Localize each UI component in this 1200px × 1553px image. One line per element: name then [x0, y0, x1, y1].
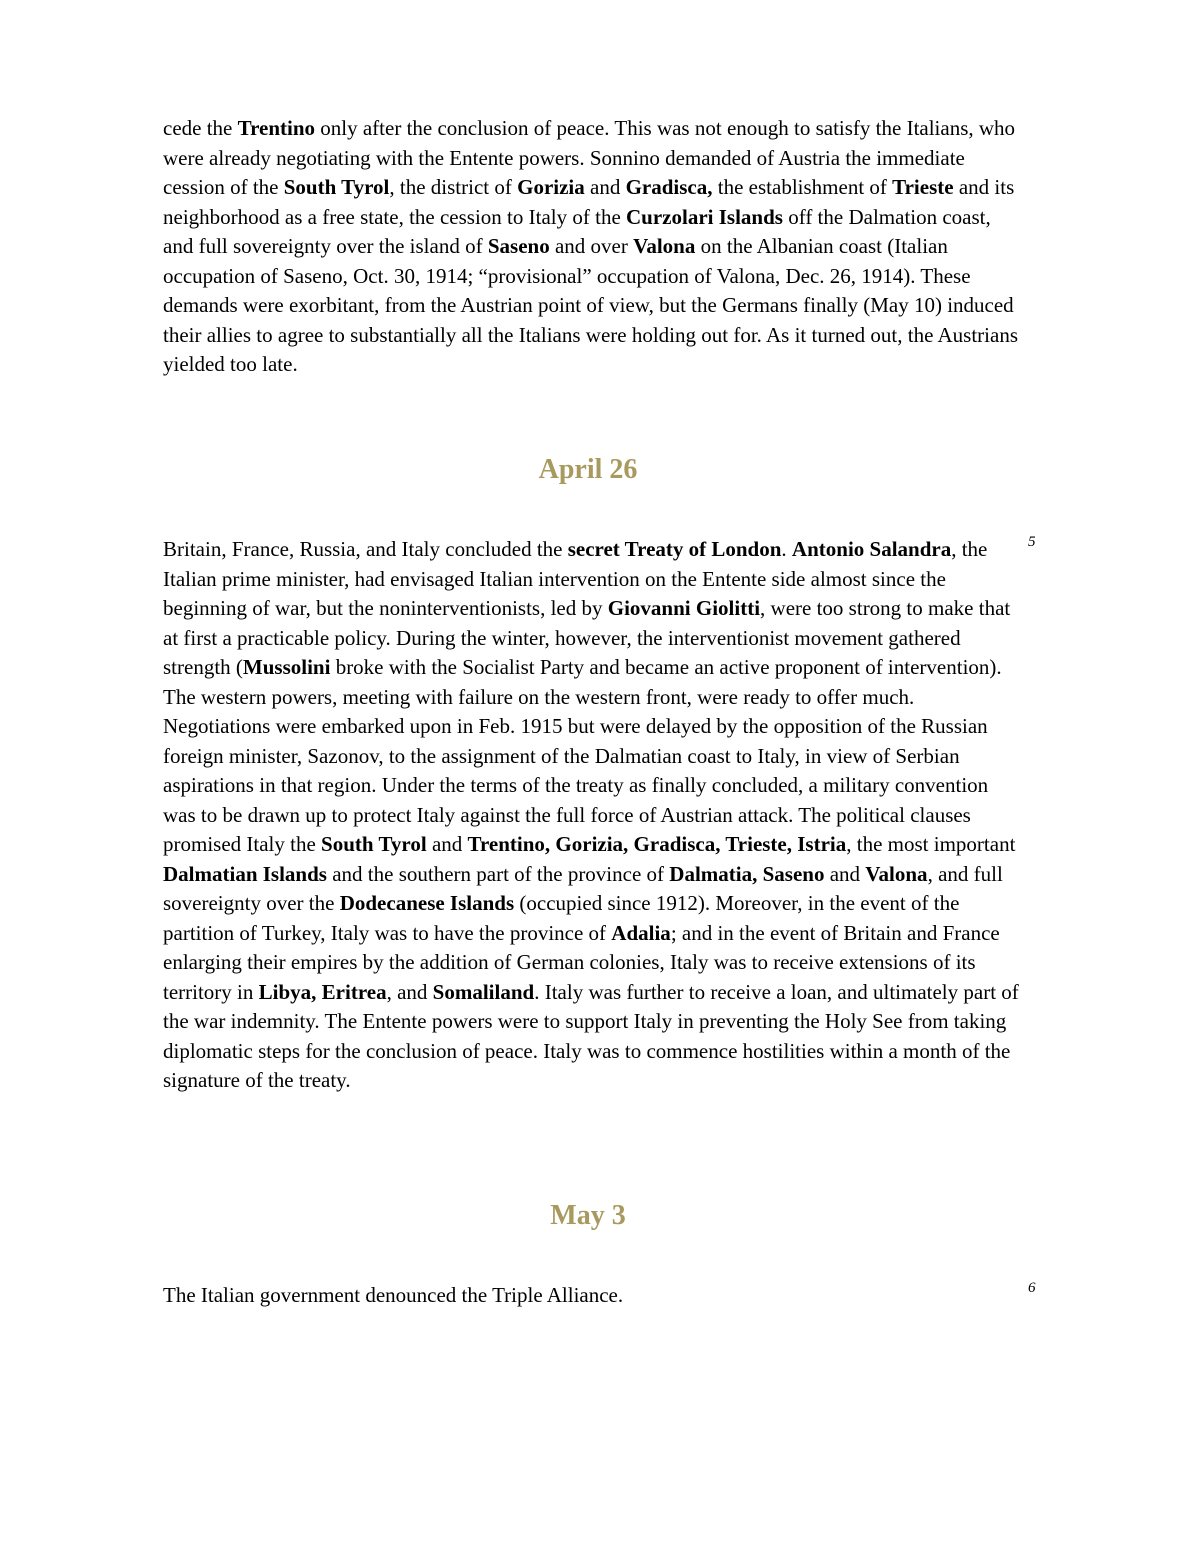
text-run: off the Dalmation coast, and full sovereignty over the island of	[163, 204, 991, 258]
bold-term: secret Treaty of London	[567, 537, 782, 561]
text-run: and	[426, 832, 468, 856]
text-run: The Italian government denounced the Triple Alliance.	[163, 1283, 624, 1307]
bold-term: Dalmatia, Saseno	[669, 861, 825, 886]
text-run: , were too strong to make that at first a practicable policy. During the winter, however, the interventionist movement gathered strength (	[163, 596, 1011, 679]
text-run: and over	[549, 234, 634, 258]
bold-term: Adalia	[611, 920, 671, 945]
bold-term: Giovanni Giolitti	[607, 596, 761, 620]
text-run: , the Italian prime minister, had envisaged Italian intervention on the Entente side almost since the beginning of war, but the noninterventionists, led by	[163, 537, 988, 620]
paragraph-intro	[163, 114, 1023, 380]
entry-number-april-26: 5	[1028, 534, 1036, 550]
bold-term: Gorizia	[517, 175, 585, 199]
text-run: and	[824, 861, 866, 886]
text-run: ; and in the event of Britain and France enlarging their empires by the addition of German colonies, Italy was to receive extensions of its territory in	[163, 920, 1000, 1004]
text-run: and	[584, 175, 626, 199]
text-run: (occupied since 1912). Moreover, in the event of the partition of Turkey, Italy was to have the province of	[163, 891, 960, 945]
bold-term: South Tyrol	[321, 832, 427, 856]
bold-term: Trentino	[237, 116, 316, 140]
bold-term: Valona	[633, 234, 696, 258]
text-run: .	[781, 537, 792, 561]
bold-term: South Tyrol	[283, 175, 390, 199]
bold-term: Trentino, Gorizia, Gradisca, Trieste, Istria	[467, 832, 847, 856]
entry-number-may-3: 6	[1028, 1280, 1036, 1296]
text-run: on the Albanian coast (Italian occupation of Saseno, Oct. 30, 1914; “provisional” occupation of Valona, Dec. 26, 1914). These demands were exorbitant, from the Austrian point of view, but the Germans finally (May 10) induced their allies to agree to substantially all the Italians were holding out for. As it turned out, the Austrians yielded too late.	[163, 234, 1018, 376]
text-run: cede the	[163, 116, 238, 140]
bold-term: Saseno	[487, 234, 550, 258]
paragraph-april-26	[163, 535, 1023, 1096]
text-run: , and full sovereignty over the	[163, 861, 1003, 915]
text-run: . Italy was further to receive a loan, and ultimately part of the war indemnity. The Entente powers were to support Italy in preventing the Holy See from taking diplomatic steps for the conclusion of peace. Italy was to commence hostilities within a month of the signature of the treaty.	[163, 979, 1019, 1092]
text-run: , the most important	[846, 832, 1016, 856]
bold-term: Libya, Eritrea	[258, 979, 387, 1004]
paragraph-may-3	[163, 1281, 1023, 1311]
bold-term: Gradisca,	[625, 175, 713, 199]
bold-term: Mussolini	[242, 655, 331, 679]
bold-term: Trieste	[892, 175, 954, 199]
bold-term: Dodecanese Islands	[339, 891, 515, 915]
text-run: and the southern part of the province of	[326, 861, 670, 886]
text-run: Britain, France, Russia, and Italy concluded the	[163, 537, 568, 561]
bold-term: Valona	[865, 861, 928, 886]
text-run: , the district of	[389, 175, 518, 199]
heading-april-26: April 26	[538, 454, 638, 485]
text-run: broke with the Socialist Party and became an active proponent of intervention). The western powers, meeting with failure on the western front, were ready to offer much. Negotiations were embarked upon in Feb. 1915 but were delayed by the opposition of the Russian foreign minister, Sazonov, to the assignment of the Dalmatian coast to Italy, in view of Serbian aspirations in that region. Under the terms of the treaty as finally concluded, a military convention was to be drawn up to protect Italy against the full force of Austrian attack. The political clauses promised Italy the	[163, 655, 1002, 856]
bold-term: Antonio Salandra	[791, 537, 952, 561]
text-run: the establishment of	[712, 175, 893, 199]
text-run: and its neighborhood as a free state, the cession to Italy of the	[163, 175, 1015, 229]
bold-term: Curzolari Islands	[626, 204, 783, 229]
text-run: only after the conclusion of peace. This was not enough to satisfy the Italians, who were already negotiating with the Entente powers. Sonnino demanded of Austria the immediate cession of the	[163, 116, 1016, 199]
text-run: , and	[386, 979, 433, 1004]
bold-term: Dalmatian Islands	[163, 861, 327, 886]
bold-term: Somaliland	[432, 979, 535, 1004]
heading-may-3: May 3	[550, 1200, 626, 1231]
